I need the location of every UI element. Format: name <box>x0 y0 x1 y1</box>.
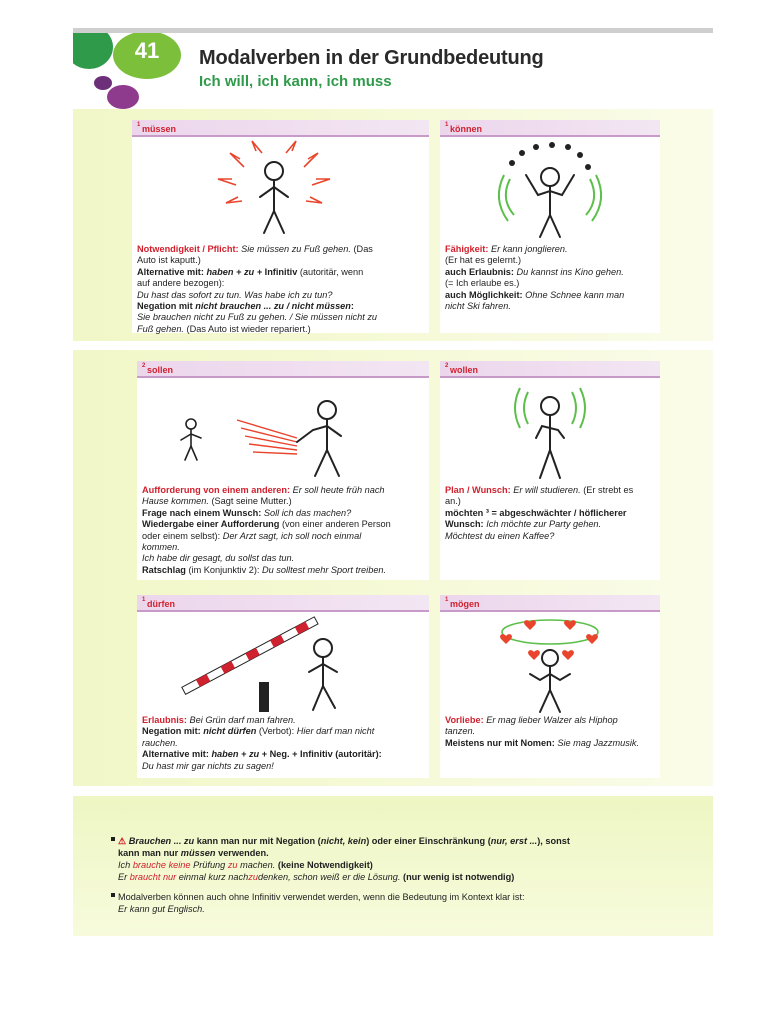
text-run: Prüfung <box>193 860 228 870</box>
text-run: denken, schon weiß er die Lösung. <box>257 872 404 882</box>
text-run: Ich habe dir gesagt, du sollst das tun. <box>142 553 295 564</box>
text-run: Alternative mit: <box>142 749 212 760</box>
text-run: Du hast das sofort zu tun. Was habe ich zu tun? <box>137 289 333 300</box>
text-run: ⚠ <box>118 836 129 846</box>
text-run: (im Konjunktiv 2): <box>188 564 262 575</box>
text-run: an.) <box>445 496 461 507</box>
text-run: Er kann gut Englisch. <box>118 904 205 914</box>
text-line <box>137 278 425 289</box>
text-run: kann man nur <box>118 848 181 858</box>
text-line <box>445 255 656 266</box>
text-run: (= Ich erlaube es.) <box>445 278 520 289</box>
text-line <box>137 312 425 323</box>
text-run: Meistens nur mit Nomen: <box>445 737 558 748</box>
text-line <box>445 496 656 507</box>
text-run: braucht nur <box>129 872 179 882</box>
text-run: Plan / Wunsch: <box>445 485 514 495</box>
text-run: verwenden. <box>218 848 269 858</box>
text-line <box>445 531 656 542</box>
text-run: Er <box>118 872 130 882</box>
text-run: (Das Auto ist wieder repariert.) <box>186 323 311 334</box>
text-run: Negation mit <box>137 301 196 312</box>
text-run: (autoritär, wenn <box>299 266 364 277</box>
text-line <box>445 290 656 301</box>
card-body <box>142 485 425 576</box>
card-sollen <box>137 361 429 580</box>
text-run: nur, erst ... <box>490 836 538 846</box>
text-line <box>137 267 425 278</box>
page-subtitle: Ich will, ich kann, ich muss <box>199 73 392 90</box>
card-wollen <box>440 361 660 580</box>
text-run: Der Arzt sagt, ich soll noch einmal <box>222 530 362 541</box>
text-run: auf andere bezogen): <box>137 278 225 289</box>
text-line <box>445 244 656 255</box>
text-run: Fuß gehen. <box>137 323 187 334</box>
text-run: Negation mit: <box>142 726 204 737</box>
text-line <box>137 301 425 312</box>
card-title: können $^1$ <box>445 122 483 134</box>
text-run: (keine Notwendigkeit) <box>277 860 373 870</box>
card-body <box>445 715 656 749</box>
text-run: Möchtest du einen Kaffee? <box>445 530 555 541</box>
text-run: tanzen. <box>445 726 476 737</box>
text-run: Fähigkeit: <box>445 244 491 254</box>
commanding-stick-figures-icon <box>137 380 429 480</box>
card-body <box>142 715 425 772</box>
text-run: zu <box>248 872 258 882</box>
card-moegen <box>440 595 660 778</box>
text-run: kann man nur mit Negation ( <box>196 836 321 846</box>
juggling-stick-figure-icon <box>440 139 660 239</box>
text-line <box>142 508 425 519</box>
text-line <box>445 519 656 530</box>
text-run: Hause kommen. <box>142 496 212 507</box>
text-run: Er kann jonglieren. <box>490 244 568 254</box>
text-line <box>445 726 656 737</box>
text-run: (nur wenig ist notwendig) <box>403 872 515 882</box>
text-line <box>142 519 425 530</box>
text-run: Brauchen ... zu <box>128 836 197 846</box>
card-title: sollen $^2$ <box>142 363 174 375</box>
text-line <box>445 508 656 519</box>
text-run: Notwendigkeit / Pflicht: <box>137 244 242 254</box>
text-run: : <box>350 301 354 312</box>
bullet-icon <box>111 893 115 897</box>
text-run: Infinitiv <box>264 266 300 277</box>
text-run: Ich möchte zur Party gehen. <box>486 519 602 530</box>
text-run: Sie brauchen nicht zu Fuß zu gehen. / Sie müssen nicht zu <box>137 312 378 323</box>
text-run: Du solltest mehr Sport treiben. <box>262 564 387 575</box>
card-title: dürfen $^1$ <box>142 597 175 609</box>
card-body <box>137 244 425 335</box>
text-run: Er will studieren. <box>513 485 584 495</box>
text-run: nicht, kein <box>320 836 367 846</box>
text-line <box>142 726 425 737</box>
text-line <box>445 267 656 278</box>
text-line <box>142 761 425 772</box>
chapter-header <box>73 33 713 109</box>
text-line <box>142 496 425 507</box>
note-line <box>118 848 269 860</box>
text-run: rauchen. <box>142 737 178 748</box>
text-line <box>137 324 425 335</box>
card-title: mögen $^1$ <box>445 597 480 609</box>
text-line <box>137 290 425 301</box>
text-line <box>137 255 425 266</box>
text-run: Er soll heute früh nach <box>292 485 385 495</box>
text-run: Du kannst ins Kino gehen. <box>516 266 624 277</box>
text-line <box>142 565 425 576</box>
text-run: Sie mag Jazzmusik. <box>557 737 640 748</box>
text-line <box>142 715 425 726</box>
note-line <box>118 872 514 884</box>
text-run: + Neg. + Infinitiv (autoritär): <box>261 749 382 760</box>
text-run: Ratschlag <box>142 564 189 575</box>
text-run: Du hast mir gar nichts zu sagen! <box>142 760 274 771</box>
barrier-gate-stick-figure-icon <box>137 614 429 714</box>
card-header <box>440 361 660 378</box>
text-line <box>445 278 656 289</box>
note-line <box>118 860 373 872</box>
note-line <box>118 904 205 916</box>
text-run: nicht dürfen <box>203 726 259 737</box>
stressed-stick-figure-icon <box>132 139 429 239</box>
text-run: Ich <box>118 860 133 870</box>
chapter-number: 41 <box>134 38 160 63</box>
text-run: zu <box>227 860 241 870</box>
text-run: Auto ist kaputt.) <box>137 255 201 266</box>
card-header <box>132 120 429 137</box>
text-run: müssen <box>180 848 219 858</box>
note-line <box>118 836 570 848</box>
text-run: Frage nach einem Wunsch: <box>142 507 264 518</box>
text-run: ), sonst <box>537 836 570 846</box>
text-run: oder einem selbst): <box>142 530 223 541</box>
hearts-juggling-stick-figure-icon <box>440 614 660 714</box>
card-title: müssen $^1$ <box>137 122 177 134</box>
text-line <box>142 553 425 564</box>
page-title: Modalverben in der Grundbedeutung <box>199 47 544 69</box>
text-line <box>445 301 656 312</box>
text-run: Soll ich das machen? <box>263 507 352 518</box>
card-duerfen <box>137 595 429 778</box>
text-run: haben + zu + <box>206 266 265 277</box>
text-run: nicht brauchen ... zu / nicht müssen <box>195 301 351 312</box>
text-run: brauche keine <box>132 860 194 870</box>
text-run: (von einer anderen Person <box>281 519 391 530</box>
text-run: möchten ³ = abgeschwächter / höflicherer <box>445 507 627 518</box>
text-run: Wiedergabe einer Aufforderung <box>142 519 282 530</box>
text-run: Alternative mit: <box>137 266 207 277</box>
text-run: (Er strebt es <box>583 485 634 495</box>
card-body <box>445 244 656 312</box>
chapter-badge <box>73 33 183 109</box>
text-run: (Das <box>353 244 373 254</box>
text-run: (Sagt seine Mutter.) <box>211 496 292 507</box>
text-run: Vorliebe: <box>445 715 487 725</box>
text-run: Aufforderung von einem anderen: <box>142 485 293 495</box>
card-title: wollen $^2$ <box>445 363 479 375</box>
text-run: Wunsch: <box>445 519 487 530</box>
text-run: Modalverben können auch ohne Infinitiv verwendet werden, wenn die Bedeutung im Kontext klar ist: <box>118 892 525 902</box>
text-line <box>137 244 425 255</box>
text-run: ) oder einer Einschränkung ( <box>366 836 491 846</box>
text-line <box>142 749 425 760</box>
card-header <box>137 361 429 378</box>
text-run: (Verbot): <box>258 726 297 737</box>
text-run: machen. <box>240 860 278 870</box>
card-koennen <box>440 120 660 333</box>
panel-muessen-koennen <box>73 109 713 341</box>
note-line <box>118 892 525 904</box>
text-line <box>445 715 656 726</box>
card-body <box>445 485 656 542</box>
text-run: Sie müssen zu Fuß gehen. <box>241 244 354 254</box>
text-line <box>445 485 656 496</box>
text-run: Erlaubnis: <box>142 715 190 725</box>
text-run: nicht Ski fahren. <box>445 301 511 312</box>
text-run: (Er hat es gelernt.) <box>445 255 522 266</box>
text-line <box>142 531 425 542</box>
text-run: auch Erlaubnis: <box>445 266 517 277</box>
card-muessen <box>132 120 429 333</box>
text-line <box>142 485 425 496</box>
bullet-icon <box>111 837 115 841</box>
text-run: Bei Grün darf man fahren. <box>189 715 296 725</box>
card-header <box>440 120 660 137</box>
text-run: Ohne Schnee kann man <box>525 289 625 300</box>
determined-stick-figure-icon <box>440 380 660 480</box>
text-run: auch Möglichkeit: <box>445 289 526 300</box>
card-header <box>137 595 429 612</box>
card-header <box>440 595 660 612</box>
text-run: Er mag lieber Walzer als Hiphop <box>486 715 618 725</box>
text-line <box>445 738 656 749</box>
text-run: kommen. <box>142 542 180 553</box>
text-line <box>142 542 425 553</box>
text-run: Hier darf man nicht <box>296 726 375 737</box>
text-line <box>142 738 425 749</box>
text-run: einmal kurz nach <box>178 872 249 882</box>
panel-sollen-wollen-duerfen-moegen <box>73 350 713 786</box>
text-run: haben + zu <box>211 749 262 760</box>
